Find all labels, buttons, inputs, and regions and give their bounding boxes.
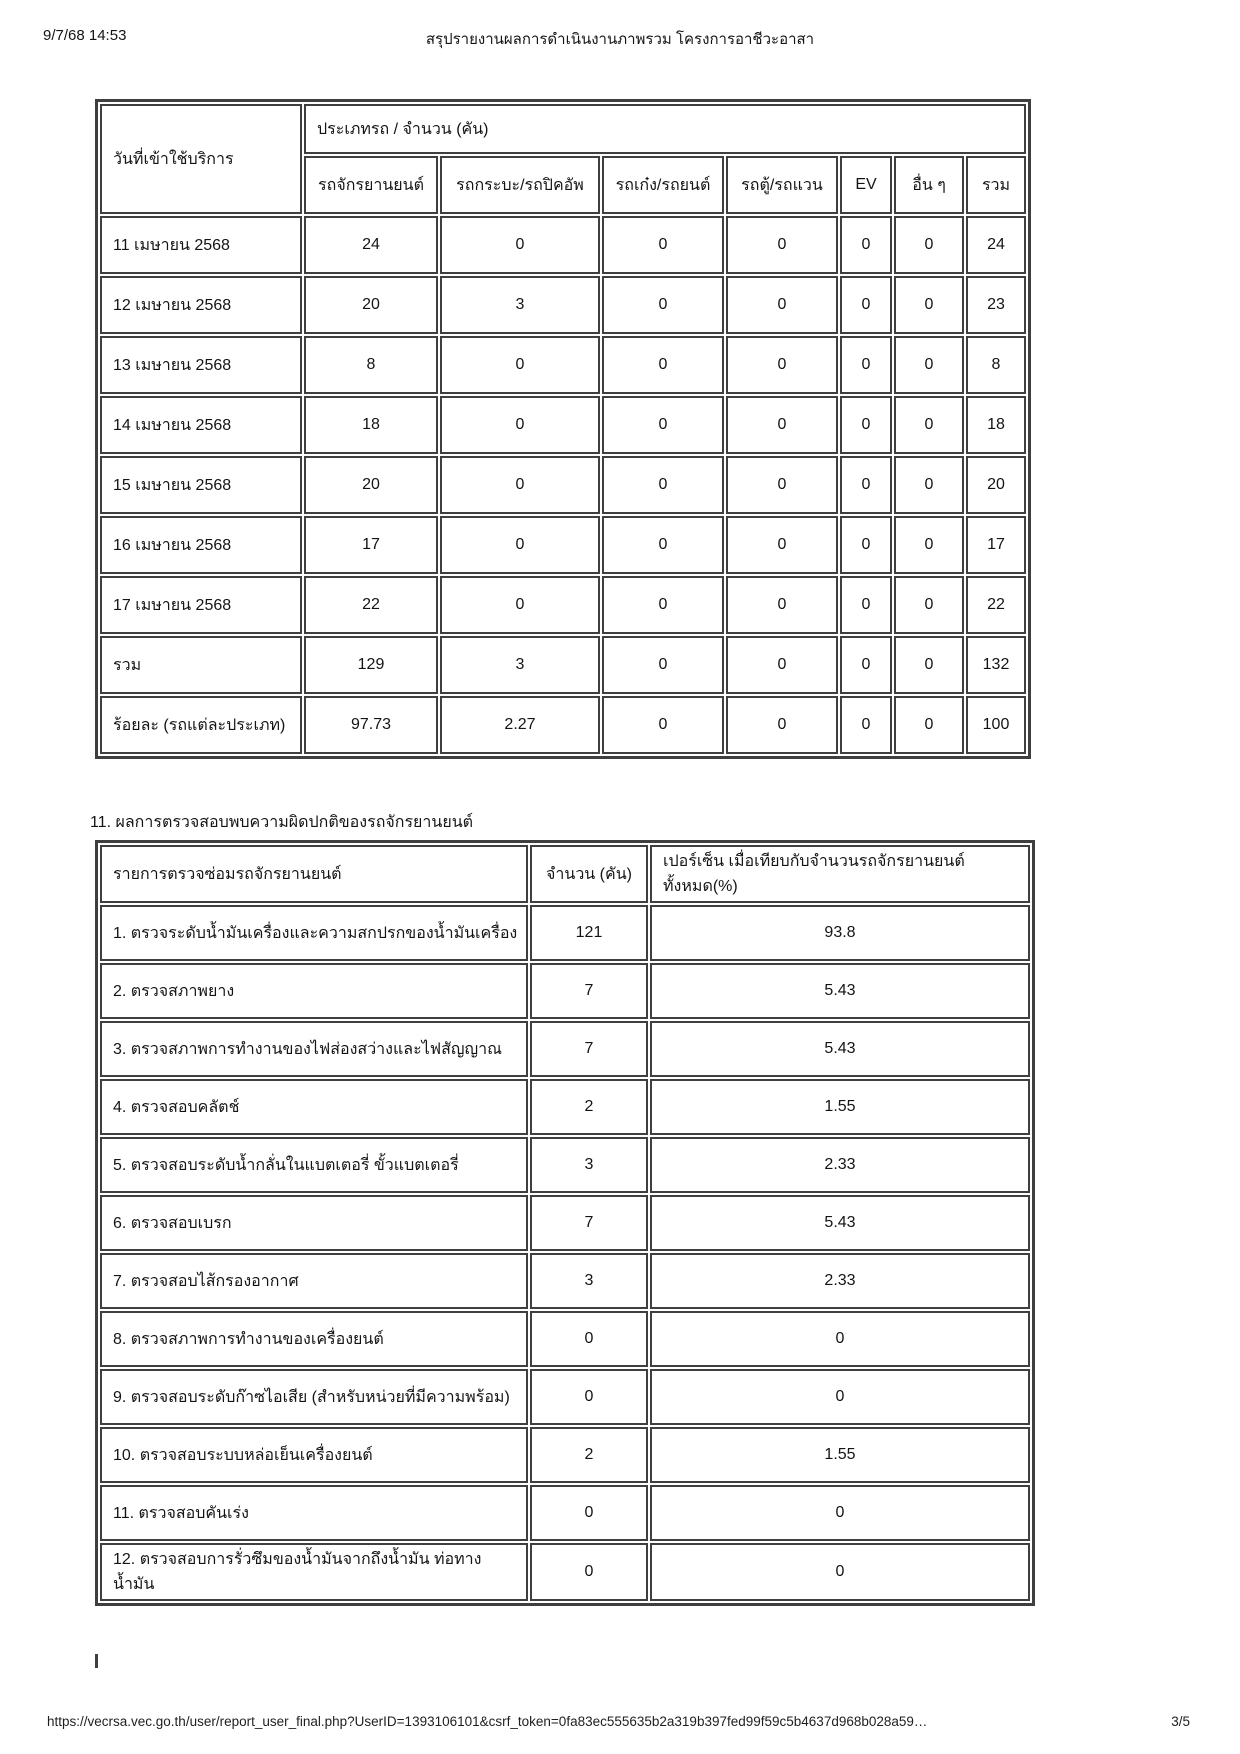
date-cell: 13 เมษายน 2568 [100, 336, 302, 394]
inspection-item-cell: 12. ตรวจสอบการรั่วซึมของน้ำมันจากถึงน้ำมัน ท่อทางน้ำมัน [100, 1543, 528, 1601]
page-title: สรุปรายงานผลการดำเนินงานภาพรวม โครงการอาชีวะอาสา [425, 31, 815, 48]
value-cell: 0 [840, 576, 892, 634]
value-cell: 0 [440, 396, 600, 454]
inspection-column-header-item: รายการตรวจซ่อมรถจักรยานยนต์ [100, 845, 528, 903]
percent-cell: 1.55 [650, 1427, 1030, 1483]
footer-url: https://vecrsa.vec.go.th/user/report_user_final.php?UserID=1393106101&csrf_token=0fa83ec555635b2a319b397fed99f59c5b4637d968b028a59… [47, 1714, 928, 1729]
table-row [100, 1427, 1030, 1483]
value-cell: 3 [440, 636, 600, 694]
table-row [100, 1021, 1030, 1077]
column-header-pickup: รถกระบะ/รถปิคอัพ [440, 156, 600, 214]
inspection-item-cell: 1. ตรวจระดับน้ำมันเครื่องและความสกปรกของน้ำมันเครื่อง [100, 905, 528, 961]
value-cell: 0 [726, 636, 838, 694]
value-cell: 0 [840, 276, 892, 334]
inspection-item-cell: 8. ตรวจสภาพการทำงานของเครื่องยนต์ [100, 1311, 528, 1367]
value-cell: 0 [840, 516, 892, 574]
column-header-van: รถตู้/รถแวน [726, 156, 838, 214]
column-header-total: รวม [966, 156, 1026, 214]
value-cell: 0 [602, 576, 724, 634]
value-cell: 0 [602, 516, 724, 574]
value-cell: 0 [840, 696, 892, 754]
value-cell: 0 [602, 336, 724, 394]
inspection-item-cell: 10. ตรวจสอบระบบหล่อเย็นเครื่องยนต์ [100, 1427, 528, 1483]
value-cell: 8 [304, 336, 438, 394]
value-cell: 18 [304, 396, 438, 454]
value-cell: 129 [304, 636, 438, 694]
inspection-column-header-count: จำนวน (คัน) [530, 845, 648, 903]
table-row [100, 1485, 1030, 1541]
table-row [100, 516, 1026, 574]
inspection-item-cell: 6. ตรวจสอบเบรก [100, 1195, 528, 1251]
table-row [100, 1253, 1030, 1309]
total-cell: 24 [966, 216, 1026, 274]
count-cell: 0 [530, 1485, 648, 1541]
table-row [100, 1543, 1030, 1601]
table-row [100, 1137, 1030, 1193]
table-row [100, 216, 1026, 274]
percent-cell: 1.55 [650, 1079, 1030, 1135]
value-cell: 0 [894, 636, 964, 694]
value-cell: 0 [602, 456, 724, 514]
vehicle-table-group-header: ประเภทรถ / จำนวน (คัน) [304, 104, 1026, 154]
inspection-item-cell: 9. ตรวจสอบระดับก๊าซไอเสีย (สำหรับหน่วยที่มีความพร้อม) [100, 1369, 528, 1425]
inspection-column-header-percent: เปอร์เซ็น เมื่อเทียบกับจำนวนรถจักรยานยนต์ทั้งหมด(%) [650, 845, 1030, 903]
print-timestamp: 9/7/68 14:53 [43, 27, 127, 44]
value-cell: 0 [840, 456, 892, 514]
percent-cell: 0 [650, 1311, 1030, 1367]
value-cell: 0 [440, 576, 600, 634]
value-cell: 0 [894, 276, 964, 334]
value-cell: 97.73 [304, 696, 438, 754]
percent-cell: 5.43 [650, 1195, 1030, 1251]
value-cell: 2.27 [440, 696, 600, 754]
value-cell: 24 [304, 216, 438, 274]
table-row [100, 276, 1026, 334]
percent-cell: 2.33 [650, 1253, 1030, 1309]
value-cell: 0 [726, 276, 838, 334]
total-cell: 132 [966, 636, 1026, 694]
value-cell: 0 [894, 456, 964, 514]
value-cell: 3 [440, 276, 600, 334]
value-cell: 0 [840, 336, 892, 394]
column-header-motorcycle: รถจักรยานยนต์ [304, 156, 438, 214]
value-cell: 0 [440, 216, 600, 274]
column-header-ev: EV [840, 156, 892, 214]
value-cell: 0 [894, 216, 964, 274]
value-cell: 0 [726, 456, 838, 514]
column-header-other: อื่น ๆ [894, 156, 964, 214]
value-cell: 0 [726, 336, 838, 394]
table-row [100, 963, 1030, 1019]
count-cell: 2 [530, 1079, 648, 1135]
value-cell: 0 [726, 516, 838, 574]
count-cell: 2 [530, 1427, 648, 1483]
table-row [100, 1079, 1030, 1135]
page-break-table-edge [95, 1654, 98, 1668]
vehicle-table-corner-header: วันที่เข้าใช้บริการ [100, 104, 302, 214]
value-cell: 0 [726, 216, 838, 274]
count-cell: 3 [530, 1137, 648, 1193]
value-cell: 0 [602, 696, 724, 754]
value-cell: 0 [726, 696, 838, 754]
total-cell: 18 [966, 396, 1026, 454]
value-cell: 0 [894, 696, 964, 754]
value-cell: 20 [304, 456, 438, 514]
percent-row-label: ร้อยละ (รถแต่ละประเภท) [100, 696, 302, 754]
table-row [100, 1369, 1030, 1425]
table-row [100, 336, 1026, 394]
footer-page-number: 3/5 [1171, 1714, 1190, 1729]
count-cell: 0 [530, 1369, 648, 1425]
total-cell: 22 [966, 576, 1026, 634]
count-cell: 0 [530, 1543, 648, 1601]
count-cell: 0 [530, 1311, 648, 1367]
value-cell: 0 [602, 636, 724, 694]
inspection-item-cell: 7. ตรวจสอบไส้กรองอากาศ [100, 1253, 528, 1309]
value-cell: 0 [894, 336, 964, 394]
value-cell: 0 [726, 396, 838, 454]
table-row [100, 905, 1030, 961]
count-cell: 121 [530, 905, 648, 961]
count-cell: 7 [530, 1195, 648, 1251]
value-cell: 0 [440, 516, 600, 574]
value-cell: 0 [894, 396, 964, 454]
value-cell: 0 [440, 456, 600, 514]
date-cell: 11 เมษายน 2568 [100, 216, 302, 274]
table-row [100, 1311, 1030, 1367]
inspection-item-cell: 4. ตรวจสอบคลัตช์ [100, 1079, 528, 1135]
inspection-table [95, 840, 1035, 1606]
value-cell: 0 [602, 396, 724, 454]
table-row-percent [100, 696, 1026, 754]
value-cell: 22 [304, 576, 438, 634]
value-cell: 0 [840, 636, 892, 694]
inspection-item-cell: 11. ตรวจสอบคันเร่ง [100, 1485, 528, 1541]
date-cell: 17 เมษายน 2568 [100, 576, 302, 634]
value-cell: 0 [726, 576, 838, 634]
table-row [100, 396, 1026, 454]
percent-cell: 0 [650, 1369, 1030, 1425]
table-row [100, 1195, 1030, 1251]
table-row [100, 456, 1026, 514]
inspection-item-cell: 3. ตรวจสภาพการทำงานของไฟส่องสว่างและไฟสัญญาณ [100, 1021, 528, 1077]
column-header-sedan: รถเก๋ง/รถยนต์ [602, 156, 724, 214]
percent-cell: 93.8 [650, 905, 1030, 961]
percent-cell: 0 [650, 1543, 1030, 1601]
count-cell: 7 [530, 963, 648, 1019]
value-cell: 0 [894, 576, 964, 634]
date-cell: 15 เมษายน 2568 [100, 456, 302, 514]
total-cell: 23 [966, 276, 1026, 334]
table-row [100, 576, 1026, 634]
inspection-item-cell: 5. ตรวจสอบระดับน้ำกลั่นในแบตเตอรี่ ขั้วแบตเตอรี่ [100, 1137, 528, 1193]
value-cell: 0 [602, 216, 724, 274]
section-heading: 11. ผลการตรวจสอบพบความผิดปกติของรถจักรยานยนต์ [90, 814, 474, 831]
total-cell: 8 [966, 336, 1026, 394]
date-cell: 12 เมษายน 2568 [100, 276, 302, 334]
value-cell: 0 [840, 216, 892, 274]
percent-cell: 5.43 [650, 1021, 1030, 1077]
inspection-item-cell: 2. ตรวจสภาพยาง [100, 963, 528, 1019]
vehicle-count-table [95, 99, 1031, 759]
total-cell: 17 [966, 516, 1026, 574]
value-cell: 0 [440, 336, 600, 394]
date-cell: 16 เมษายน 2568 [100, 516, 302, 574]
count-cell: 7 [530, 1021, 648, 1077]
date-cell: 14 เมษายน 2568 [100, 396, 302, 454]
percent-cell: 2.33 [650, 1137, 1030, 1193]
percent-cell: 5.43 [650, 963, 1030, 1019]
value-cell: 0 [894, 516, 964, 574]
total-row-label: รวม [100, 636, 302, 694]
value-cell: 0 [840, 396, 892, 454]
value-cell: 17 [304, 516, 438, 574]
table-row-total [100, 636, 1026, 694]
total-cell: 100 [966, 696, 1026, 754]
percent-cell: 0 [650, 1485, 1030, 1541]
total-cell: 20 [966, 456, 1026, 514]
value-cell: 20 [304, 276, 438, 334]
count-cell: 3 [530, 1253, 648, 1309]
value-cell: 0 [602, 276, 724, 334]
